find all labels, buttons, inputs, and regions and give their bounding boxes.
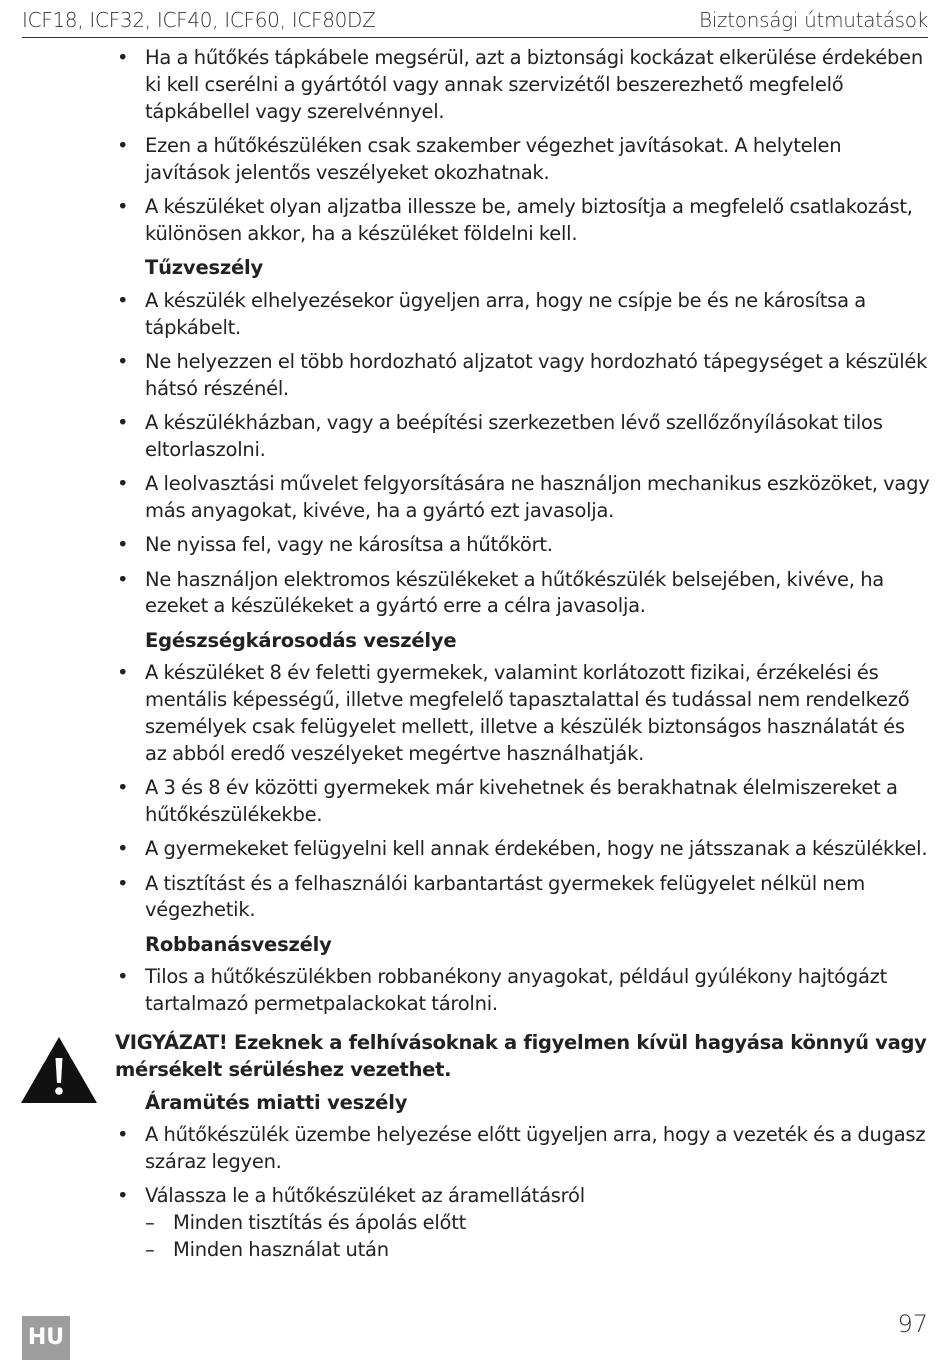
bullet: • [117, 411, 129, 435]
list-item [115, 964, 930, 1018]
item-text: Ezen a hűtőkészüléken csak szakember végezhet javításokat. A helytelen javítások jelentős veszélyeket okozhatnak. [145, 133, 842, 184]
list-item [115, 410, 930, 464]
health-hazard-heading: Egészségkárosodás veszélye [145, 628, 457, 652]
sub-item-text: Minden használat után [173, 1238, 389, 1262]
list-item [115, 567, 930, 621]
list-item [115, 660, 930, 767]
item-text: Ne helyezzen el több hordozható aljzatot vagy hordozható tápegységet a készülék hátsó részénél. [145, 349, 928, 400]
bullet: • [117, 288, 129, 312]
fire-hazard-heading: Tűzveszély [145, 256, 264, 280]
language-badge: HU [22, 1316, 70, 1360]
section-title: Biztonsági útmutatások [698, 8, 928, 32]
item-text: Ne használjon elektromos készülékeket a hűtőkészülék belsejében, kivéve, ha ezeket a készülékeket a gyártó erre a célra javasolja. [145, 567, 884, 618]
list-item [115, 836, 930, 863]
bullet: • [117, 661, 129, 685]
page-content [115, 45, 930, 1271]
bullet: • [117, 46, 129, 69]
bullet: • [117, 776, 129, 800]
item-text: A 3 és 8 év közötti gyermekek már kivehetnek és berakhatnak élelmiszereket a hűtőkészülékekbe. [145, 776, 898, 826]
bullet: • [117, 1184, 129, 1208]
item-text: A tisztítást és a felhasználói karbantartást gyermekek felügyelet nélkül nem végezhetik. [145, 871, 866, 922]
model-list: ICF18, ICF32, ICF40, ICF60, ICF80DZ [22, 8, 376, 32]
sub-item-text: Minden tisztítás és ápolás előtt [173, 1211, 466, 1235]
item-text: Tilos a hűtőkészülékben robbanékony anyagokat, például gyúlékony hajtógázt tartalmazó permetpalackokat tárolni. [145, 965, 888, 1016]
bullet: • [117, 837, 129, 861]
list-item [115, 288, 930, 342]
caution-notice [115, 1030, 930, 1084]
item-text: A leolvasztási művelet felgyorsítására ne használjon mechanikus eszközöket, vagy más anyagokat, kivéve, ha a gyártó ezt javasolja. [145, 472, 930, 522]
bullet: • [117, 871, 129, 895]
caution-text: VIGYÁZAT! Ezeknek a felhívásoknak a figyelmen kívül hagyása könnyű vagy mérsékelt sérüléshez vezethet. [115, 1031, 927, 1081]
item-text: Ne nyissa fel, vagy ne károsítsa a hűtőkört. [145, 533, 553, 557]
list-item [115, 1122, 930, 1176]
bullet: • [117, 472, 129, 496]
item-text: A készülékházban, vagy a beépítési szerkezetben lévő szellőzőnyílásokat tilos eltorlaszolni. [145, 411, 883, 461]
page-header [22, 8, 928, 38]
item-text: A készülék elhelyezésekor ügyeljen arra, hogy ne csípje be és ne károsítsa a tápkábelt. [145, 288, 866, 339]
list-item [115, 532, 930, 559]
bullet: • [117, 133, 129, 157]
dash: – [145, 1238, 155, 1262]
sub-list-item [145, 1237, 930, 1264]
item-text: A hűtőkészülék üzembe helyezése előtt ügyeljen arra, hogy a vezeték és a dugasz száraz legyen. [145, 1123, 926, 1174]
item-text: Ha a hűtőkés tápkábele megsérül, azt a biztonsági kockázat elkerülése érdekében ki kell cserélni a gyártótól vagy annak szervizétől beszerezhető megfelelő tápkábellel vagy szerelvénnyel. [145, 46, 923, 123]
item-text: A gyermekeket felügyelni kell annak érdekében, hogy ne játsszanak a készülékkel. [145, 837, 928, 861]
page-number: 97 [897, 1310, 928, 1338]
bullet: • [117, 1123, 129, 1147]
bullet: • [117, 349, 129, 373]
explosion-hazard-heading: Robbanásveszély [145, 932, 332, 956]
list-item [115, 775, 930, 829]
item-text: A készüléket 8 év feletti gyermekek, valamint korlátozott fizikai, érzékelési és mentális képességű, illetve megfelelő tapasztalattal és tudással nem rendelkező személyek csak felügyelet mellett, illetve a készülék biztonságos használatát és az abból eredő veszélyeket megértve használhatják. [145, 661, 910, 765]
dash: – [145, 1211, 155, 1235]
list-item [115, 871, 930, 925]
item-text: A készüléket olyan aljzatba illessze be, amely biztosítja a megfelelő csatlakozást, különösen akkor, ha a készüléket földelni kell. [145, 194, 913, 245]
warning-triangle-icon [20, 1035, 98, 1105]
bullet: • [117, 194, 129, 218]
bullet: • [117, 533, 129, 557]
list-item [115, 1183, 930, 1263]
bullet: • [117, 965, 129, 989]
sub-list-item [145, 1210, 930, 1237]
item-text: Válassza le a hűtőkészüléket az áramellátásról [145, 1184, 585, 1208]
list-item [115, 45, 930, 125]
bullet: • [117, 567, 129, 591]
list-item [115, 349, 930, 403]
list-item [115, 194, 930, 248]
list-item [115, 471, 930, 525]
list-item [115, 133, 930, 187]
electric-shock-heading: Áramütés miatti veszély [145, 1090, 408, 1114]
